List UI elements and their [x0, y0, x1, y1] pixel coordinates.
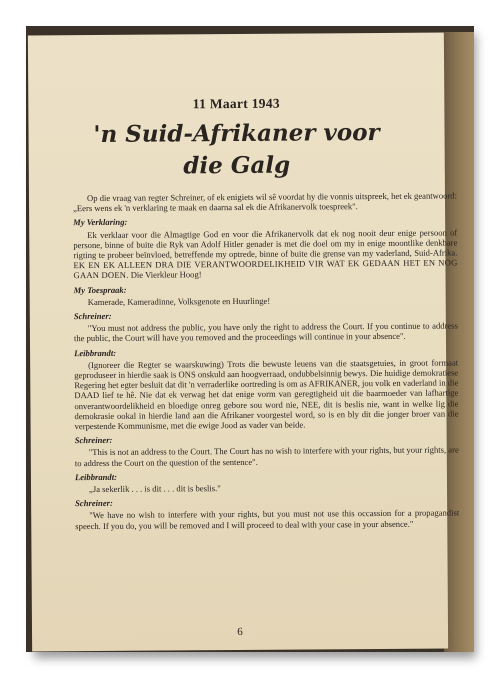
verklaring-caps: EK EN EK ALLEEN DRA DIE VERANTWOORDELIKHEID VIR WAT EK GEDAAN HET EN NOG GAAN DOEN.	[73, 257, 458, 281]
document-body	[73, 190, 459, 535]
document-title-line1: 'n Suid-Afrikaner voor	[93, 119, 380, 149]
leibbrandt-paragraph-1: (Ignoreer die Regter se waarskuwing) Trots die bewuste leuens van die staatsgetuies, in groot formaat geproduseer in hierdie saak is ONS onskuld aan hoogverraad, ondubbelsinnig bewys. Die huidige demokratiese Regering het egter besluit dat dit 'n verraderlike oortreding is om as AFRIKANER, jou volk en vaderland in die DAAD lief te hê. Nie dat ek verwag het dat enige vorm van geregtigheid uit die baarmoeder van lafhartige onverantwoordelikheid en bloedige onreg gebore sou word nie, NEE, dit is beslis nie, want in welke lig die demokrasie ookal in hierdie land aan die Afrikaner voorgestel word, so is en bly dit die jonger broer van die verpestende Kommunisme, met die ewige Jood as vader van beide.	[74, 357, 459, 432]
label-schreiner-1: Schreiner:	[73, 310, 112, 322]
scanned-page	[26, 26, 474, 652]
schreiner-paragraph-2: "This is not an address to the Court. The Court has no wish to interfere with your rights, but your rights, are to address the Court on the question of the sentence".	[74, 444, 459, 468]
label-toespraak: My Toespraak:	[73, 284, 127, 295]
label-leibbrandt-1: Leibbrandt:	[74, 347, 117, 358]
schreiner-paragraph-3: "We have no wish to interfere with your rights, but you must not use this occassion for a propagandist speech. If you do, you will be removed and I will proceed to deal with your case in your absence."	[75, 507, 460, 531]
page-number: 6	[237, 625, 243, 639]
label-schreiner-2: Schreiner:	[74, 435, 113, 446]
label-verklaring: My Verklaring:	[73, 217, 128, 228]
label-leibbrandt-2: Leibbrandt:	[74, 471, 117, 483]
schreiner-paragraph-1: "You must not address the public, you have only the right to address the Court. If you continue to address the public, the Court will have you removed and the proceedings will continue in your absence".	[73, 320, 458, 344]
leibbrandt-paragraph-2: „Ja sekerlik . . . is dit . . . dit is beslis."	[88, 483, 221, 495]
label-schreiner-3: Schreiner:	[75, 498, 113, 509]
verklaring-paragraph	[73, 227, 457, 281]
document-date: 11 Maart 1943	[192, 95, 280, 112]
toespraak-paragraph: Kamerade, Kameradinne, Volksgenote en Huurlinge!	[87, 295, 271, 307]
intro-paragraph: Op die vraag van regter Schreiner, of ek enigiets wil sê voordat hy die vonnis uitspreek, het ek geantwoord: „Eers wens ek 'n verklaring te maak en daarna sal ek die Afrikanervolk toespreek".	[73, 190, 458, 214]
verklaring-end: Die Vierkleur Hoog!	[130, 269, 202, 281]
verklaring-text: Ek verklaar voor die Almagtige God en voor die Afrikanervolk dat ek nog nooit deur enige persoon of persone, binne of buite die Ryk van Adolf Hitler genader is met die doel om my in enige moontlike denkbare rigting te probeer beïnvloed, betreffende my optrede, binne of buite die grense van my vaderland, Suid-Afrika.	[73, 227, 458, 261]
document-title-line2: die Galg	[183, 151, 291, 180]
document-page	[28, 33, 460, 652]
